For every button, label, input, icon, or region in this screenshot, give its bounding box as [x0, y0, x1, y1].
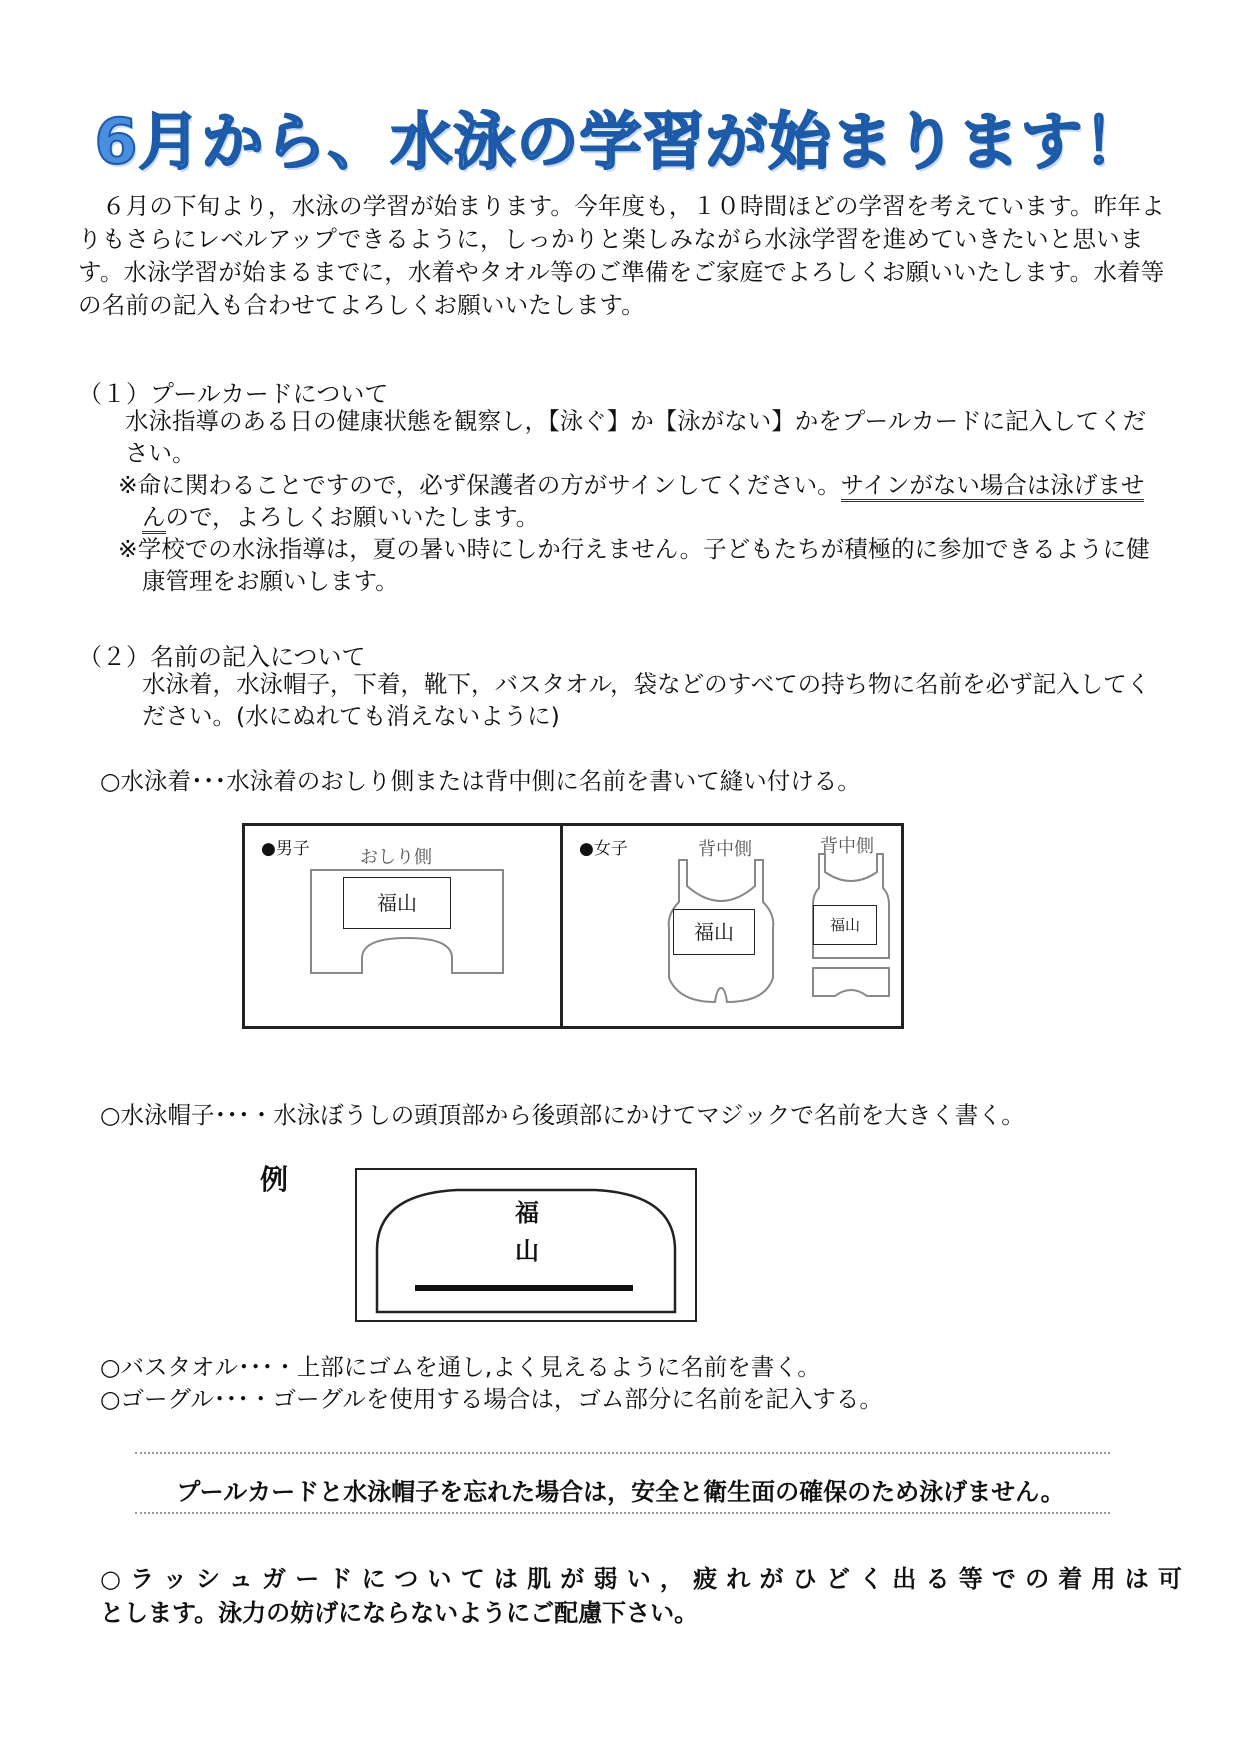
boy-side-label: おしり側 — [360, 847, 432, 868]
girl-label: ●女子 — [579, 839, 628, 859]
girl-name-tag-1: 福山 — [673, 909, 755, 955]
rashguard-line-1: ○ラッシュガードについては肌が弱い，疲れがひどく出る等での着用は可 — [100, 1565, 1192, 1593]
page-title: 6月から、水泳の学習が始まります！ — [94, 105, 1147, 178]
notice-border-top — [135, 1452, 1110, 1454]
cap-name — [512, 1194, 542, 1270]
cap-name-char-2: 山 — [515, 1237, 539, 1265]
section1-heading: （１）プールカードについて — [78, 380, 389, 408]
section1-note1 — [118, 469, 1165, 533]
boy-name-tag: 福山 — [343, 877, 451, 929]
goggles-label: ○ゴーグル･･･・ゴーグルを使用する場合は，ゴム部分に名前を記入する。 — [100, 1385, 883, 1413]
section1-note2: ※学校での水泳指導は，夏の暑い時にしか行えません。子どもたちが積極的に参加できるように健康管理をお願いします。 — [118, 535, 1150, 595]
girl-name-tag-2: 福山 — [813, 905, 877, 945]
section1-body: 水泳指導のある日の健康状態を観察し，【泳ぐ】か【泳がない】かをプールカードに記入してください。 — [125, 407, 1147, 467]
cap-name-char-1: 福 — [515, 1199, 539, 1227]
note1-underline: サインがない場合は泳げません — [142, 471, 1144, 534]
example-label: 例 — [260, 1163, 289, 1196]
rashguard-note — [100, 1562, 1192, 1630]
rashguard-line-2: とします。泳力の妨げにならないようにご配慮下さい。 — [100, 1599, 699, 1627]
swimsuit-figure — [242, 823, 904, 1029]
swimsuit-label: ○水泳着･･･水泳着のおしり側または背中側に名前を書いて縫い付ける。 — [100, 767, 861, 795]
note1-post: ので，よろしくお願いいたします。 — [165, 503, 540, 531]
section2-heading: （２）名前の記入について — [78, 643, 366, 671]
note1-pre: ※命に関わることですので，必ず保護者の方がサインしてください。 — [118, 471, 841, 499]
cap-figure — [355, 1168, 697, 1322]
girl-side-label-1: 背中側 — [698, 839, 752, 860]
notice-text: プールカードと水泳帽子を忘れた場合は，安全と衛生面の確保のため泳げません。 — [176, 1478, 1065, 1506]
section2-body: 水泳着，水泳帽子，下着，靴下，バスタオル，袋などのすべての持ち物に名前を必ず記入してください。(水にぬれても消えないように) — [142, 670, 1151, 730]
intro-paragraph: ６月の下旬より，水泳の学習が始まります。今年度も，１０時間ほどの学習を考えています。昨年よりもさらにレベルアップできるように，しっかりと楽しみながら水泳学習を進めていきたいと思います。水泳学習が始まるまでに，水着やタオル等のご準備をご家庭でよろしくお願いいたします。水着等の名前の記入も合わせてよろしくお願いいたします。 — [78, 192, 1165, 319]
figure-divider — [560, 826, 563, 1026]
girl-side-label-2: 背中側 — [820, 836, 874, 857]
cap-label: ○水泳帽子･･･・水泳ぼうしの頭頂部から後頭部にかけてマジックで名前を大きく書く。 — [100, 1101, 1025, 1129]
towel-label: ○バスタオル･･･・上部にゴムを通し,よく見えるように名前を書く。 — [100, 1353, 821, 1381]
notice-border-bottom — [135, 1512, 1110, 1514]
boy-label: ●男子 — [261, 839, 310, 859]
